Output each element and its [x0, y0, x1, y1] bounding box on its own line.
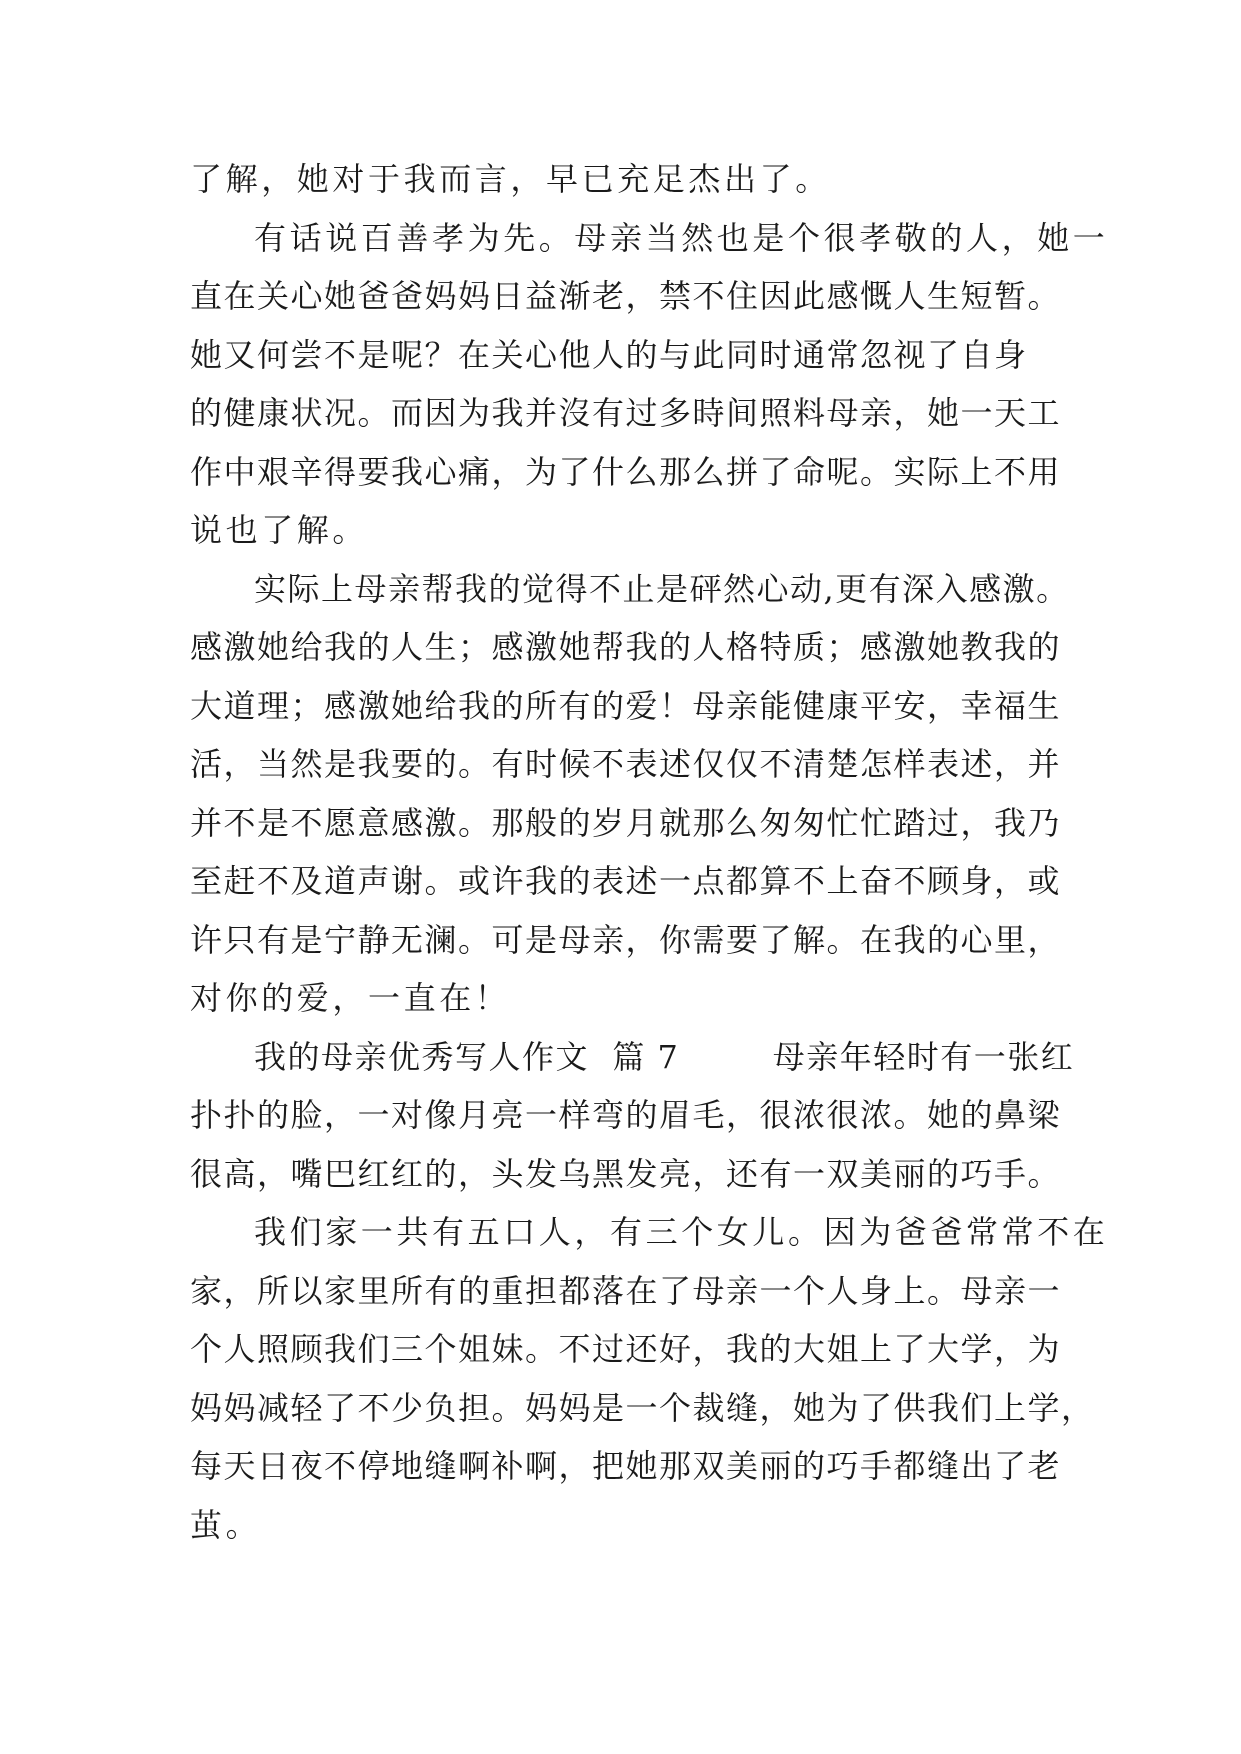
text-line: 直在关心她爸爸妈妈日益渐老，禁不住因此感慨人生短暂。 — [190, 277, 1062, 315]
text-line: 个人照顾我们三个姐妹。不过还好，我的大姐上了大学，为 — [190, 1330, 1062, 1368]
text-line: 活，当然是我要的。有时候不表述仅仅不清楚怎样表述，并 — [190, 745, 1062, 783]
text-line: 她又何尝不是呢？在关心他人的与此同时通常忽视了自身 — [190, 335, 1028, 374]
paragraph-start-line: 有话说百善孝为先。母亲当然也是个很孝敬的人，她一 — [254, 218, 1109, 257]
text-line: 对你的爱，一直在！ — [190, 979, 511, 1017]
text-line: 许只有是宁静无澜。可是母亲，你需要了解。在我的心里， — [190, 920, 1062, 959]
text-line: 的健康状况。而因为我并沒有过多時间照料母亲，她一天工 — [190, 394, 1062, 432]
text-line: 扑扑的脸，一对像月亮一样弯的眉毛，很浓很浓。她的鼻梁 — [190, 1096, 1062, 1134]
text-line: 作中艰辛得要我心痛，为了什么那么拼了命呢。实际上不用 — [190, 452, 1062, 491]
paragraph-start-line: 我们家一共有五口人，有三个女儿。因为爸爸常常不在 — [254, 1213, 1109, 1251]
text-line: 很高，嘴巴红红的，头发乌黑发亮，还有一双美丽的巧手。 — [190, 1154, 1062, 1193]
text-line: 家，所以家里所有的重担都落在了母亲一个人身上。母亲一 — [190, 1271, 1062, 1310]
text-line: 至赶不及道声谢。或许我的表述一点都算不上奋不顾身，或 — [190, 862, 1062, 900]
document-body — [190, 150, 1109, 1554]
text-line: 说也了解。 — [190, 511, 369, 549]
text-line: 每天日夜不停地缝啊补啊，把她那双美丽的巧手都缝出了老 — [190, 1447, 1062, 1485]
text-line: 茧。 — [190, 1505, 262, 1544]
paragraph-start-line: 实际上母亲帮我的觉得不止是砰然心动,更有深入感激。 — [254, 569, 1070, 608]
text-line: 大道理；感激她给我的所有的爱！母亲能健康平安，幸福生 — [190, 686, 1062, 725]
text-line: 感激她给我的人生；感激她帮我的人格特质；感激她教我的 — [190, 628, 1062, 666]
text-line: 并不是不愿意感激。那般的岁月就那么匆匆忙忙踏过，我乃 — [190, 803, 1062, 842]
text-line: 了解，她对于我而言，早已充足杰出了。 — [190, 160, 831, 198]
section-heading-line: 我的母亲优秀写人作文 篇 7 母亲年轻时有一张红 — [254, 1037, 1075, 1076]
text-line: 妈妈减轻了不少负担。妈妈是一个裁缝，她为了供我们上学， — [190, 1388, 1095, 1427]
